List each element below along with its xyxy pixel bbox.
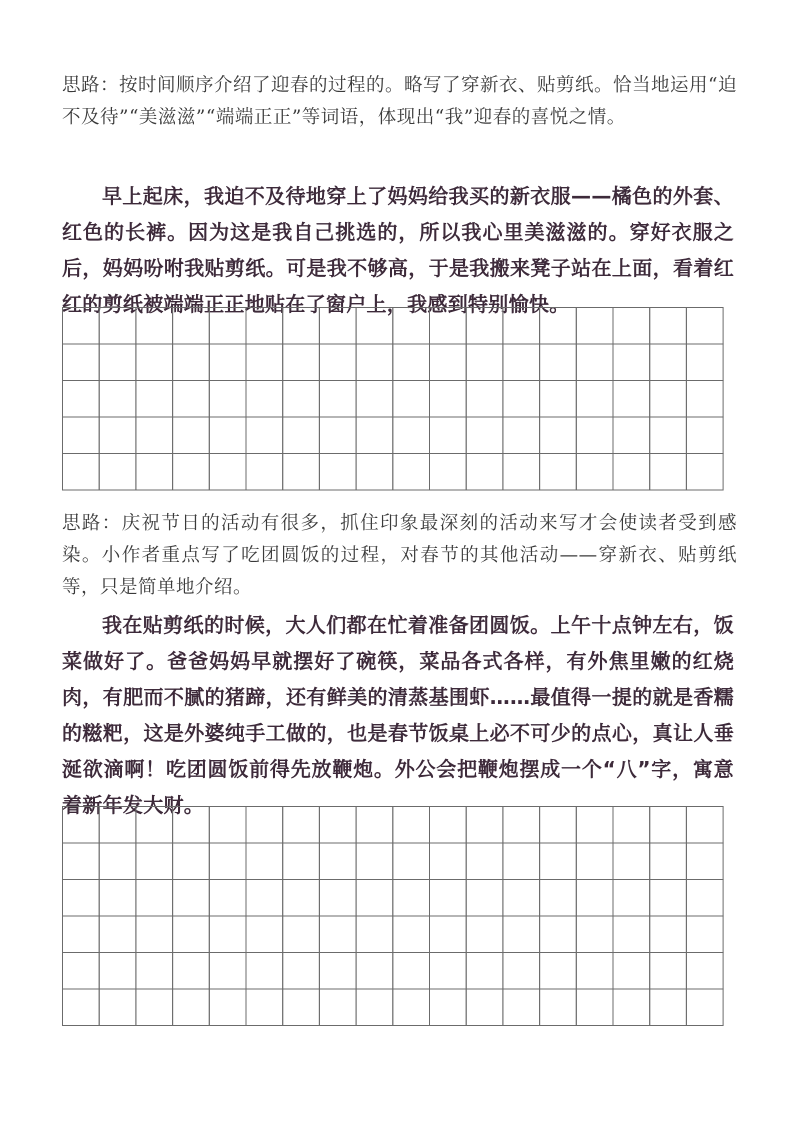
grid-cell[interactable] <box>503 880 540 917</box>
grid-cell[interactable] <box>613 807 650 844</box>
grid-cell[interactable] <box>540 308 577 345</box>
grid-cell[interactable] <box>503 807 540 844</box>
grid-cell[interactable] <box>650 417 687 454</box>
grid-cell[interactable] <box>503 454 540 491</box>
grid-cell[interactable] <box>430 953 467 990</box>
grid-cell[interactable] <box>503 381 540 418</box>
grid-cell[interactable] <box>136 989 173 1026</box>
grid-cell[interactable] <box>613 916 650 953</box>
grid-cell[interactable] <box>540 843 577 880</box>
grid-cell[interactable] <box>576 344 613 381</box>
grid-cell[interactable] <box>650 989 687 1026</box>
grid-cell[interactable] <box>356 381 393 418</box>
grid-cell[interactable] <box>686 843 723 880</box>
grid-cell[interactable] <box>540 953 577 990</box>
grid-cell[interactable] <box>209 344 246 381</box>
grid-cell[interactable] <box>650 308 687 345</box>
writing-grid-2[interactable] <box>62 806 724 1026</box>
grid-cell[interactable] <box>246 417 283 454</box>
grid-cell[interactable] <box>283 916 320 953</box>
section1-essay: 早上起床，我迫不及待地穿上了妈妈给我买的新衣服——橘色的外套、红色的长裤。因为这是我自己挑选的，所以我心里美滋滋的。穿好衣服之后，妈妈吩咐我贴剪纸。可是我不够高，于是我搬来凳子站在上面，看着红红的剪纸被端端正正地贴在了窗户上，我感到特别愉快。 <box>62 184 734 316</box>
grid-cell[interactable] <box>356 308 393 345</box>
grid-cell[interactable] <box>319 454 356 491</box>
grid-cell[interactable] <box>99 880 136 917</box>
grid-cell[interactable] <box>173 807 210 844</box>
grid-cell[interactable] <box>540 880 577 917</box>
grid-cell[interactable] <box>686 381 723 418</box>
grid-cell[interactable] <box>466 953 503 990</box>
grid-cell[interactable] <box>246 807 283 844</box>
grid-cell[interactable] <box>99 953 136 990</box>
grid-cell[interactable] <box>136 807 173 844</box>
grid-cell[interactable] <box>209 989 246 1026</box>
grid-cell[interactable] <box>173 953 210 990</box>
grid-cell[interactable] <box>63 308 100 345</box>
grid-cell[interactable] <box>209 417 246 454</box>
grid-cell[interactable] <box>650 916 687 953</box>
grid-cell[interactable] <box>63 953 100 990</box>
grid-cell[interactable] <box>209 807 246 844</box>
grid-cell[interactable] <box>246 308 283 345</box>
grid-cell[interactable] <box>613 989 650 1026</box>
grid-cell[interactable] <box>650 807 687 844</box>
grid-cell[interactable] <box>613 880 650 917</box>
grid-cell[interactable] <box>540 454 577 491</box>
grid-cell[interactable] <box>209 381 246 418</box>
grid-cell[interactable] <box>540 344 577 381</box>
grid-cell[interactable] <box>466 454 503 491</box>
grid-cell[interactable] <box>173 843 210 880</box>
grid-cell[interactable] <box>356 916 393 953</box>
grid-cell[interactable] <box>650 843 687 880</box>
grid-cell[interactable] <box>99 807 136 844</box>
grid-cell[interactable] <box>686 308 723 345</box>
grid-cell[interactable] <box>576 953 613 990</box>
grid-cell[interactable] <box>283 344 320 381</box>
grid-cell[interactable] <box>283 989 320 1026</box>
grid-cell[interactable] <box>136 381 173 418</box>
section2-note: 思路：庆祝节日的活动有很多，抓住印象最深刻的活动来写才会使读者受到感染。小作者重点写了吃团圆饭的过程，对春节的其他活动——穿新衣、贴剪纸等，只是简单地介绍。 <box>62 513 737 598</box>
grid-cell[interactable] <box>576 381 613 418</box>
grid-cell[interactable] <box>393 344 430 381</box>
grid-cell[interactable] <box>576 308 613 345</box>
grid-cell[interactable] <box>63 880 100 917</box>
grid-cell[interactable] <box>393 989 430 1026</box>
grid-cell[interactable] <box>430 454 467 491</box>
grid-cell[interactable] <box>613 308 650 345</box>
grid-cell[interactable] <box>613 344 650 381</box>
grid-cell[interactable] <box>99 308 136 345</box>
grid-cell[interactable] <box>466 916 503 953</box>
grid-cell[interactable] <box>466 417 503 454</box>
grid-cell[interactable] <box>430 880 467 917</box>
grid-cell[interactable] <box>283 417 320 454</box>
grid-cell[interactable] <box>650 454 687 491</box>
grid-cell[interactable] <box>246 953 283 990</box>
grid-cell[interactable] <box>63 843 100 880</box>
grid-cell[interactable] <box>430 989 467 1026</box>
grid-cell[interactable] <box>613 381 650 418</box>
grid-cell[interactable] <box>136 880 173 917</box>
grid-cell[interactable] <box>576 807 613 844</box>
grid-cell[interactable] <box>136 916 173 953</box>
grid-cell[interactable] <box>319 807 356 844</box>
grid-cell[interactable] <box>63 989 100 1026</box>
grid-cell[interactable] <box>430 344 467 381</box>
grid-cell[interactable] <box>319 843 356 880</box>
grid-cell[interactable] <box>246 381 283 418</box>
grid-cell[interactable] <box>686 417 723 454</box>
grid-cell[interactable] <box>503 953 540 990</box>
grid-cell[interactable] <box>540 916 577 953</box>
grid-cell[interactable] <box>99 989 136 1026</box>
grid-cell[interactable] <box>686 454 723 491</box>
grid-cell[interactable] <box>503 308 540 345</box>
grid-cell[interactable] <box>356 880 393 917</box>
grid-cell[interactable] <box>209 880 246 917</box>
grid-cell[interactable] <box>393 454 430 491</box>
grid-cell[interactable] <box>246 880 283 917</box>
grid-cell[interactable] <box>393 880 430 917</box>
grid-cell[interactable] <box>576 843 613 880</box>
grid-cell[interactable] <box>393 807 430 844</box>
grid-cell[interactable] <box>430 843 467 880</box>
grid-cell[interactable] <box>393 843 430 880</box>
grid-cell[interactable] <box>99 344 136 381</box>
grid-cell[interactable] <box>576 880 613 917</box>
section2-essay: 我在贴剪纸的时候，大人们都在忙着准备团圆饭。上午十点钟左右，饭菜做好了。爸爸妈妈早就摆好了碗筷，菜品各式各样，有外焦里嫩的红烧肉，有肥而不腻的猪蹄，还有鲜美的清蒸基围虾……最值得一提的就是香糯的糍粑，这是外婆纯手工做的，也是春节饭桌上必不可少的点心，真让人垂涎欲滴啊！吃团圆饭前得先放鞭炮。外公会把鞭炮摆成一个“八”字，寓意着新年发大财。 <box>62 613 734 817</box>
grid-cell[interactable] <box>283 308 320 345</box>
grid-cell[interactable] <box>613 417 650 454</box>
grid-cell[interactable] <box>99 454 136 491</box>
grid-cell[interactable] <box>650 381 687 418</box>
grid-cell[interactable] <box>613 843 650 880</box>
grid-cell[interactable] <box>319 417 356 454</box>
grid-cell[interactable] <box>430 916 467 953</box>
grid-cell[interactable] <box>63 916 100 953</box>
grid-cell[interactable] <box>209 843 246 880</box>
grid-cell[interactable] <box>246 916 283 953</box>
grid-cell[interactable] <box>209 308 246 345</box>
grid-cell[interactable] <box>393 308 430 345</box>
grid-cell[interactable] <box>356 807 393 844</box>
grid-cell[interactable] <box>540 417 577 454</box>
grid-cell[interactable] <box>576 989 613 1026</box>
grid-cell[interactable] <box>63 381 100 418</box>
grid-cell[interactable] <box>63 454 100 491</box>
grid-cell[interactable] <box>283 807 320 844</box>
writing-grid-1[interactable] <box>62 307 724 491</box>
grid-cell[interactable] <box>246 344 283 381</box>
grid-cell[interactable] <box>503 916 540 953</box>
grid-cell[interactable] <box>686 953 723 990</box>
grid-cell[interactable] <box>393 417 430 454</box>
grid-cell[interactable] <box>540 381 577 418</box>
grid-cell[interactable] <box>209 454 246 491</box>
grid-cell[interactable] <box>63 807 100 844</box>
grid-cell[interactable] <box>283 454 320 491</box>
grid-cell[interactable] <box>686 344 723 381</box>
grid-cell[interactable] <box>173 417 210 454</box>
grid-cell[interactable] <box>576 417 613 454</box>
grid-cell[interactable] <box>319 880 356 917</box>
grid-cell[interactable] <box>246 989 283 1026</box>
grid-cell[interactable] <box>686 880 723 917</box>
grid-cell[interactable] <box>99 916 136 953</box>
grid-cell[interactable] <box>613 454 650 491</box>
grid-cell[interactable] <box>576 916 613 953</box>
grid-cell[interactable] <box>319 381 356 418</box>
grid-cell[interactable] <box>246 843 283 880</box>
grid-cell[interactable] <box>466 381 503 418</box>
grid-cell[interactable] <box>319 989 356 1026</box>
grid-cell[interactable] <box>503 989 540 1026</box>
grid-cell[interactable] <box>136 417 173 454</box>
grid-cell[interactable] <box>283 381 320 418</box>
grid-cell[interactable] <box>246 454 283 491</box>
grid-cell[interactable] <box>173 454 210 491</box>
grid-cell[interactable] <box>613 953 650 990</box>
grid-cell[interactable] <box>99 381 136 418</box>
grid-cell[interactable] <box>503 417 540 454</box>
grid-cell[interactable] <box>356 454 393 491</box>
grid-cell[interactable] <box>63 417 100 454</box>
grid-cell[interactable] <box>319 916 356 953</box>
grid-cell[interactable] <box>209 953 246 990</box>
grid-cell[interactable] <box>503 344 540 381</box>
grid-cell[interactable] <box>319 953 356 990</box>
grid-cell[interactable] <box>540 807 577 844</box>
grid-cell[interactable] <box>173 344 210 381</box>
grid-cell[interactable] <box>686 916 723 953</box>
grid-cell[interactable] <box>576 454 613 491</box>
grid-cell[interactable] <box>356 417 393 454</box>
grid-cell[interactable] <box>173 916 210 953</box>
grid-cell[interactable] <box>283 953 320 990</box>
grid-cell[interactable] <box>136 843 173 880</box>
grid-cell[interactable] <box>650 344 687 381</box>
grid-cell[interactable] <box>136 953 173 990</box>
grid-cell[interactable] <box>393 916 430 953</box>
grid-cell[interactable] <box>136 454 173 491</box>
grid-cell[interactable] <box>173 989 210 1026</box>
grid-cell[interactable] <box>430 417 467 454</box>
grid-cell[interactable] <box>173 880 210 917</box>
grid-cell[interactable] <box>136 344 173 381</box>
grid-cell[interactable] <box>283 843 320 880</box>
grid-cell[interactable] <box>466 880 503 917</box>
grid-cell[interactable] <box>686 807 723 844</box>
section1-note: 思路：按时间顺序介绍了迎春的过程的。略写了穿新衣、贴剪纸。恰当地运用“迫不及待”“美滋滋”“端端正正”等词语，体现出“我”迎春的喜悦之情。 <box>62 75 737 128</box>
grid-cell[interactable] <box>63 344 100 381</box>
grid-cell[interactable] <box>173 381 210 418</box>
grid-cell[interactable] <box>99 417 136 454</box>
grid-cell[interactable] <box>356 344 393 381</box>
grid-cell[interactable] <box>136 308 173 345</box>
grid-cell[interactable] <box>393 953 430 990</box>
grid-cell[interactable] <box>430 308 467 345</box>
grid-cell[interactable] <box>466 989 503 1026</box>
grid-cell[interactable] <box>430 381 467 418</box>
grid-cell[interactable] <box>173 308 210 345</box>
grid-cell[interactable] <box>356 989 393 1026</box>
grid-cell[interactable] <box>356 953 393 990</box>
grid-cell[interactable] <box>356 843 393 880</box>
grid-cell[interactable] <box>650 880 687 917</box>
grid-cell[interactable] <box>393 381 430 418</box>
grid-cell[interactable] <box>466 308 503 345</box>
grid-cell[interactable] <box>283 880 320 917</box>
grid-cell[interactable] <box>503 843 540 880</box>
grid-cell[interactable] <box>686 989 723 1026</box>
grid-cell[interactable] <box>540 989 577 1026</box>
grid-cell[interactable] <box>650 953 687 990</box>
grid-cell[interactable] <box>466 843 503 880</box>
grid-cell[interactable] <box>209 916 246 953</box>
grid-cell[interactable] <box>319 308 356 345</box>
grid-cell[interactable] <box>466 344 503 381</box>
grid-cell[interactable] <box>319 344 356 381</box>
grid-cell[interactable] <box>466 807 503 844</box>
grid-cell[interactable] <box>99 843 136 880</box>
grid-cell[interactable] <box>430 807 467 844</box>
